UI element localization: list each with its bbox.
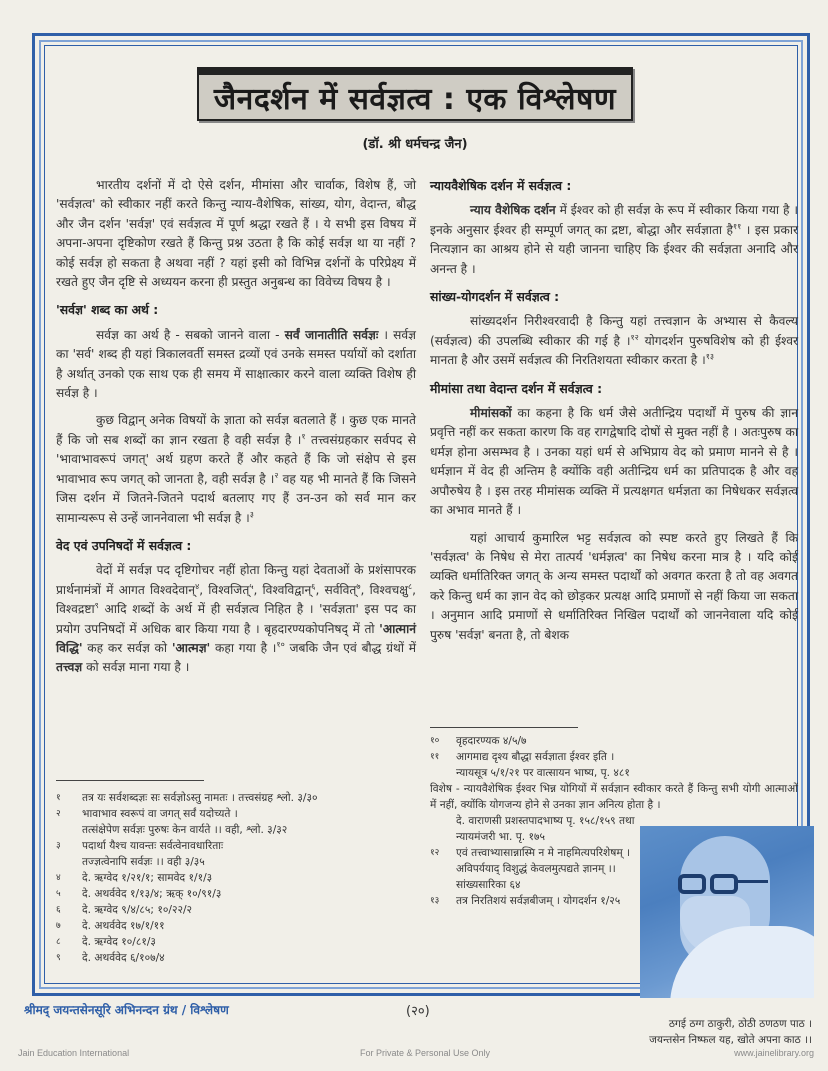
sankhya-paragraph: सांख्यदर्शन निरीश्वरवादी है किन्तु यहां तत्त्वज्ञान के अभ्यास से कैवल्य (सर्वज्ञत्व) की उपलब्धि स्वीकार की गई है ।$^{१२}$ योगदर्शन पुरुषविशेष को ही ईश्वर मानता है और उसमें सर्वज्ञत्व की निरतिशयता स्वीकार करता है ।$^{१३}$ [430,314,798,368]
footnote-ref-9[interactable]: ९ [94,601,99,611]
watermark-usage: For Private & Personal Use Only [360,1048,491,1058]
footnote-ref-8[interactable]: ८ [407,581,413,591]
author-name: (डॉ. श्री धर्मचन्द्र जैन) [362,137,468,152]
footnote-ref-5[interactable]: ५ [249,581,254,591]
intro-paragraph: भारतीय दर्शनों में दो ऐसे दर्शन, मीमांसा और चार्वाक, विशेष हैं, जो 'सर्वज्ञत्व' को स्वीकार नहीं करते किन्तु न्याय-वैशेषिक, सांख्य, योग, वेदान्त, बौद्ध और जैन दर्शन 'सर्वज्ञ' एवं सर्वज्ञत्व में पूर्ण श्रद्धा रखते हैं । ये सभी इस विषय में अपना-अपना दृष्टिकोण रखते हैं किन्तु प्रश्न उठता है कि कोई सर्वज्ञ था या नहीं ? कोई सर्वज्ञ हो सकता है अथवा नहीं ? यहां इसी को विभिन्न दर्शनों के परिप्रेक्ष्य में रखते हुए जैन दृष्टि से अध्ययन करना ही प्रस्तुत अनुबन्ध का विवेच्य विषय है । [56,178,416,290]
footnote-ref-12[interactable]: १२ [630,332,639,342]
footnote-ref-10[interactable]: १० [276,639,285,649]
footnote-special-note: विशेष - न्यायवैशेषिक ईश्वर भिन्न योगियों में सर्वज्ञान स्वीकार करते हैं किन्तु सभी योगी आत्माओं में नहीं, क्योंकि योगजन्य होने से उनका ज्ञान अनित्य होता है । [430,783,798,811]
footnote-item: १२ एवं तत्त्वाभ्यासान्नास्मि न मे नाहमित्यपरिशेषम् । अविपर्ययाद् विशुद्धं केवलमुत्पद्यते ज्ञानम् ।। सांख्यसारिका ६४ [430,847,631,891]
page-title: जैनदर्शन में सर्वज्ञत्व : एक विश्लेषण [213,81,617,117]
footnote-divider-right [430,727,578,728]
heading-sarvajna-meaning: 'सर्वज्ञ' शब्द का अर्थ : [56,302,159,318]
footnote-item: ८ दे. ऋग्वेद १०/८१/३ [56,936,156,948]
footnote-item-continued: तज्ज्ञत्वेनापि सर्वज्ञः ।। वही ३/३५ [82,856,205,868]
footnote-item-continued: तत्संक्षेपेण सर्वज्ञः पुरुषः केन वार्यते ।। वही, श्लो. ३/३२ [82,824,288,836]
heading-veda-upanishad: वेद एवं उपनिषदों में सर्वज्ञत्व : [56,537,192,553]
footnote-item-continued: दे. वाराणसी प्रशस्तपादभाष्य पृ. १५८/१५९ तथा न्यायमंजरी भा. पृ. १७५ [456,815,635,843]
footnote-item: ११ आगमाद्य दृश्य बौद्धा सर्वज्ञाता ईश्वर इति । [430,751,615,763]
footer-couplet: ठगई ठग्ग ठाकुरी, ठोठी ठणठण पाठ । जयन्तसेन निष्फल यह, खोते अपना काठ ।। [649,1018,812,1046]
footnote-item: ३ पदार्था यैश्च यावन्तः सर्वत्वेनावधारिताः [56,840,224,852]
footnote-item: १० वृहदारण्यक ४/५/७ [430,735,527,747]
footnote-ref-4[interactable]: ४ [195,581,200,591]
footnote-divider-left [56,780,204,781]
heading-sankhya-yoga: सांख्य-योगदर्शन में सर्वज्ञत्व : [430,289,560,305]
heading-mimamsa-vedanta: मीमांसा तथा वेदान्त दर्शन में सर्वज्ञत्व : [430,380,603,396]
heading-nyaya-vaisheshika: न्यायवैशेषिक दर्शन में सर्वज्ञत्व : [430,178,572,193]
footnotes-left [56,790,416,966]
footnote-item: १३ तत्र निरतिशयं सर्वज्ञबीजम् । योगदर्शन १/२५ [430,895,621,907]
meaning-paragraph-2: कुछ विद्वान् अनेक विषयों के ज्ञाता को सर्वज्ञ बतलाते हैं । कुछ एक मानते हैं कि जो सब शब्दों का ज्ञान रखता है वही सर्वज्ञ है ।$^१$ तत्त्वसंग्रहकार सर्वपद से 'भावाभावरूपं जगत्' अर्थ ग्रहण करते हैं और कहते हैं कि जो संक्षेप से इस भावाभाव रूप जगत् को जानता है, वही सर्वज्ञ है ।$^२$ वह यह भी मानते हैं कि जिसने जिस दर्शन में जितने-जितने पदार्थ बतलाए गए हैं उन-उन को सर्व मान कर सामान्यरूप से उन्हें जाननेवाला भी सर्वज्ञ है ।$^३$ [56,413,416,525]
right-column [430,176,798,653]
footnote-ref-3[interactable]: ३ [249,509,254,519]
footnote-ref-7[interactable]: ७ [356,581,361,591]
footnote-item-continued: न्यायसूत्र ५/१/२१ पर वात्सायन भाष्य, पृ. ४८१ [456,767,630,779]
footnote-item: ४ दे. ऋग्वेद १/२१/१; सामवेद १/१/३ [56,872,213,884]
page-number: (२०) [406,1004,430,1019]
footnote-item: २ भावाभाव स्वरूपं वा जगत् सर्वं यदोच्यते । [56,808,238,820]
footnote-item: ६ दे. ऋग्वेद ९/४/८५; १०/२२/२ [56,904,193,916]
left-column [56,176,416,686]
mimamsa-paragraph: मीमांसकों का कहना है कि धर्म जैसे अतीन्द्रिय पदार्थों में पुरुष की ज्ञान प्रवृत्ति नहीं कर सकता कारण कि वह रागद्वेषादि दोषों से मुक्त नहीं है । अतःपुरुष का धर्मज्ञ होना असम्भव है । उनका यहां धर्म से अभिप्राय वेद को प्रमाण मानने से है । धर्मज्ञान में वेद ही अन्तिम है क्योंकि वही अतीन्द्रिय धर्म का प्रतिपादक है और वह अपौरुषेय है । इस तरह मीमांसक व्यक्ति में प्रत्यक्षगत धर्मज्ञता का निषेधकर सर्वज्ञत्व का अभाव मानते हैं । [430,406,798,518]
kumarila-paragraph: यहां आचार्य कुमारिल भट्ट सर्वज्ञत्व को स्पष्ट करते हुए लिखते हैं कि 'सर्वज्ञत्व' के निषेध से मेरा तात्पर्य 'धर्मज्ञत्व' का निषेध करना मात्र है । यदि कोई व्यक्ति धर्मातिरिक्त जगत् के अन्य समस्त पदार्थों को अवगत करता है तो वह अवगत करे किन्तु धर्म का ज्ञान वेद को छोड़कर प्रत्यक्ष आदि प्रमाणों से नहीं किया जा सकता । अनुमान आदि प्रमाणों से धर्मातिरिक्त निखिल पदार्थों को जाननेवाला यदि कोई पुरुष 'सर्वज्ञ' बनता है, तो बेशक [430,530,798,642]
footnote-item: ९ दे. अथर्ववेद ६/१०७/४ [56,952,165,964]
watermark-website-link[interactable]: www.jainelibrary.org [734,1048,814,1058]
footnote-ref-6[interactable]: ६ [311,581,316,591]
veda-paragraph: वेदों में सर्वज्ञ पद दृष्टिगोचर नहीं होता किन्तु यहां देवताओं के प्रशंसापरक प्रार्थनामंत्रों में आगत विश्वदेवान्$^४$, विश्वजित्$^५$, विश्वविद्वान्$^६$, सर्ववित्$^७$, विश्वचक्षु$^८$, विश्वद्रष्टा$^९$ आदि शब्दों के अर्थ में ही सर्वज्ञत्व निहित है । 'सर्वज्ञता' इस पद का प्रयोग उपनिषदों में अधिक बार किया गया है । बृहदारण्यकोपनिषद् में तो 'आत्मानं विद्धि' कह कर सर्वज्ञ को 'आत्मज्ञ' कहा गया है ।$^{१०}$ जबकि जैन एवं बौद्ध ग्रंथों में तत्त्वज्ञ को सर्वज्ञ माना गया है । [56,563,417,675]
title-box [197,67,633,121]
footnote-ref-2[interactable]: २ [274,470,279,480]
footnote-item: ५ दे. अथर्ववेद १/१३/४; ऋक् १०/९१/३ [56,888,222,900]
watermark-publisher: Jain Education International [18,1048,130,1058]
footnote-ref-11[interactable]: ११ [733,221,742,231]
footnote-ref-1[interactable]: १ [301,431,306,441]
footnote-ref-13[interactable]: १३ [705,352,715,362]
book-title-footer: श्रीमद् जयन्तसेनसूरि अभिनन्दन ग्रंथ / विश्लेषण [24,1003,229,1017]
author-portrait-photo [640,826,814,998]
glasses-icon [678,874,706,894]
nyaya-paragraph: न्याय वैशेषिक दर्शन में ईश्वर को ही सर्वज्ञ के रूप में स्वीकार किया गया है । इनके अनुसार ईश्वर ही सम्पूर्ण जगत् का द्रष्टा, बोद्धा और सर्वज्ञाता है$^{११}$ । इस प्रकार नित्यज्ञान का आश्रय होने से यही जानना चाहिए कि ईश्वर की सर्वज्ञता अनादि और अनन्त है । [430,203,798,276]
footnote-item: १ तत्र यः सर्वशब्दज्ञः सः सर्वज्ञोऽस्तु नामतः । तत्त्वसंग्रह श्लो. ३/३० [56,792,318,804]
footnote-item: ७ दे. अथर्ववेद १७/१/११ [56,920,165,932]
meaning-paragraph-1: सर्वज्ञ का अर्थ है - सबको जानने वाला - सर्वं जानातीति सर्वज्ञः । सर्वज्ञ का 'सर्व' शब्द ही यहां त्रिकालवर्ती समस्त द्रव्यों एवं उनके समस्त पर्यायों को दर्शाता है अर्थात् उनको एक साथ एक ही समय में साक्षात्कार करने वाला व्यक्ति विशेष ही सर्वज्ञ है । [56,327,416,401]
